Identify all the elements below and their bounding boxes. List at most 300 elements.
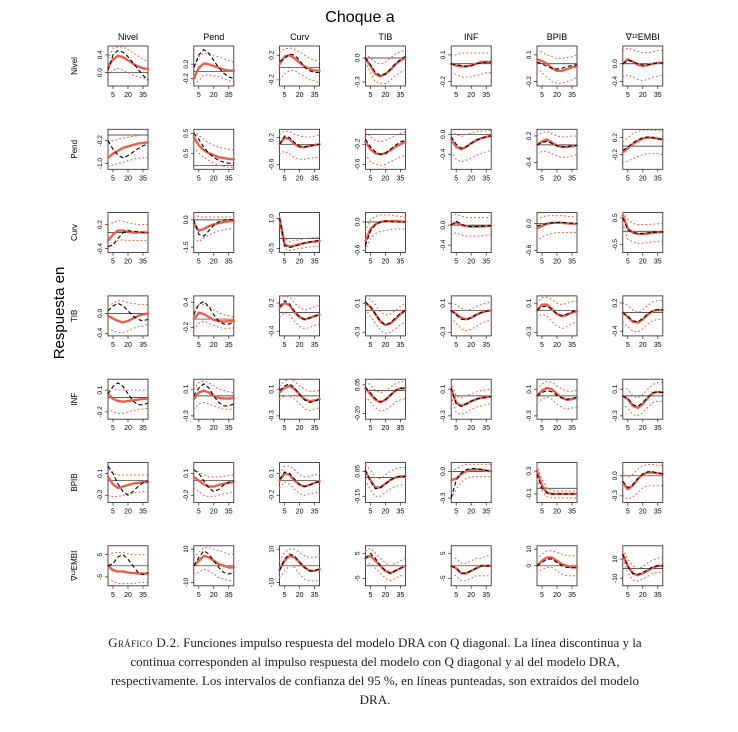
x-tick-label: 5 (196, 508, 201, 516)
x-tick-label: 5 (282, 425, 287, 433)
x-tick-label: 20 (124, 425, 132, 433)
irf-dra-line (623, 554, 663, 575)
y-tick-label: -0.3 (182, 410, 190, 422)
y-tick-label: -0.6 (268, 158, 276, 170)
panel-frame (365, 213, 405, 253)
x-tick-label: 5 (111, 175, 115, 183)
x-tick-label: 20 (124, 591, 132, 599)
x-tick-label: 20 (295, 258, 304, 266)
x-tick-label: 35 (139, 425, 147, 433)
x-tick-label: 35 (482, 425, 491, 433)
x-tick-label: 5 (196, 175, 201, 183)
irf-panel (440, 129, 491, 182)
x-tick-label: 5 (282, 591, 287, 599)
irf-panel (269, 46, 320, 99)
y-tick-label: 0.5 (182, 128, 190, 138)
y-tick-label: 0.1 (268, 468, 276, 478)
x-tick-label: 20 (124, 92, 132, 99)
x-tick-label: 35 (396, 341, 405, 349)
y-tick-label: 0.1 (526, 50, 533, 60)
y-tick-label: 0.1 (440, 298, 448, 308)
band-lower (623, 75, 663, 81)
band-lower (537, 152, 577, 158)
band-upper (537, 551, 577, 559)
y-tick-label: 0.1 (440, 50, 448, 60)
x-tick-label: 35 (139, 92, 147, 99)
band-upper (108, 553, 148, 555)
irf-panel (183, 296, 234, 349)
x-tick-label: 20 (553, 591, 561, 599)
x-tick-label: 20 (295, 92, 304, 99)
band-lower (280, 71, 320, 83)
band-lower (451, 233, 491, 237)
panel-frame (451, 213, 491, 253)
x-tick-label: 20 (124, 341, 132, 349)
response-label: Nivel (70, 57, 79, 75)
irf-panel (440, 213, 491, 266)
irf-panel (526, 545, 577, 599)
band-lower (623, 154, 663, 163)
response-label: INF (70, 392, 79, 406)
x-tick-label: 35 (310, 425, 319, 433)
band-upper (623, 213, 663, 225)
y-tick-label: -0.3 (440, 492, 448, 504)
y-tick-label: 10 (182, 545, 190, 553)
x-tick-label: 20 (209, 591, 218, 599)
x-tick-label: 20 (209, 175, 218, 183)
x-tick-label: 35 (568, 341, 576, 349)
irf-dra-line (623, 138, 663, 153)
x-tick-label: 5 (540, 258, 544, 266)
x-tick-label: 35 (653, 591, 662, 599)
y-tick-label: -0.3 (526, 410, 533, 422)
y-tick-label: 0.1 (526, 384, 533, 394)
x-tick-label: 35 (396, 508, 405, 516)
x-tick-label: 35 (653, 175, 662, 183)
x-tick-label: 35 (653, 92, 662, 99)
irf-panel (612, 296, 663, 349)
y-tick-label: 0.4 (97, 50, 104, 60)
y-tick-label: 0.0 (611, 59, 619, 69)
band-lower (451, 73, 491, 77)
irf-diag-line (280, 554, 320, 571)
x-tick-label: 5 (196, 92, 201, 99)
irf-dra-line (108, 477, 148, 488)
x-tick-label: 20 (124, 175, 132, 183)
caption-text: Funciones impulso respuesta del modelo DRA con Q diagonal. La línea discontinua y la continua corresponden al impulso respuesta del modelo con Q diagonal y al del modelo DRA, respectivamente. Los intervalos de confianza del 95 %, en líneas punteadas, son extraídos del modelo DRA. (110, 635, 642, 707)
figure-title: Choque a (325, 9, 395, 26)
irf-panel (354, 463, 405, 516)
x-tick-label: 35 (310, 341, 319, 349)
x-tick-label: 5 (454, 258, 459, 266)
x-tick-label: 35 (139, 508, 147, 516)
y-tick-label: 10 (526, 545, 533, 553)
band-lower (451, 150, 491, 162)
y-tick-label: -0.4 (97, 242, 104, 255)
y-tick-label: -0.3 (440, 326, 448, 338)
shock-label: Nivel (117, 32, 139, 42)
caption-label: Gráfico D.2. (108, 635, 180, 650)
band-lower (108, 240, 148, 249)
y-tick-label: 0.3 (526, 466, 533, 476)
y-tick-label: -10 (268, 577, 276, 588)
y-tick-label: 0.1 (97, 385, 104, 395)
x-tick-label: 35 (568, 175, 576, 183)
irf-panel (526, 296, 577, 349)
x-tick-label: 35 (224, 591, 233, 599)
irf-panel (97, 46, 148, 99)
x-tick-label: 5 (111, 258, 115, 266)
x-tick-label: 5 (454, 508, 459, 516)
y-tick-label: -0.2 (440, 75, 448, 88)
x-tick-label: 20 (209, 258, 218, 266)
y-tick-label: -0.2 (182, 73, 190, 85)
irf-dra-line (537, 388, 577, 400)
x-tick-label: 35 (482, 175, 491, 183)
y-tick-label: 0.1 (526, 298, 533, 308)
band-lower (451, 318, 491, 331)
x-tick-label: 35 (653, 341, 662, 349)
x-tick-label: 35 (139, 341, 147, 349)
y-tick-label: 0.0 (354, 217, 362, 227)
irf-diag-line (365, 221, 405, 245)
irf-panel (440, 463, 491, 516)
x-tick-label: 20 (381, 92, 390, 99)
x-tick-label: 35 (396, 92, 405, 99)
response-label: Pend (70, 139, 79, 159)
x-tick-label: 35 (568, 591, 576, 599)
panel-frame (623, 463, 663, 503)
y-tick-label: 0.2 (268, 50, 276, 60)
band-lower (365, 229, 405, 250)
y-tick-label: -0.4 (611, 325, 619, 337)
irf-panel (354, 46, 405, 99)
y-tick-label: -1.5 (182, 241, 190, 253)
x-tick-label: 35 (653, 508, 662, 516)
y-tick-label: 0.2 (268, 133, 276, 143)
x-tick-label: 35 (310, 591, 319, 599)
x-tick-label: 5 (454, 92, 459, 99)
y-tick-label: 0.2 (611, 298, 619, 308)
irf-panel (269, 545, 320, 599)
band-lower (451, 573, 491, 581)
panel-frame (280, 46, 320, 86)
x-tick-label: 20 (295, 341, 304, 349)
y-tick-label: -0.2 (97, 135, 104, 147)
band-upper (451, 130, 491, 137)
x-tick-label: 5 (282, 258, 287, 266)
y-tick-label: -0.5 (611, 238, 619, 251)
band-upper (537, 132, 577, 137)
x-tick-label: 5 (454, 341, 459, 349)
x-tick-label: 35 (568, 92, 576, 99)
irf-panel (354, 129, 405, 182)
x-tick-label: 5 (282, 92, 287, 99)
band-upper (365, 297, 405, 314)
band-upper (280, 466, 320, 477)
irf-dra-line (194, 477, 234, 487)
y-tick-label: -0.3 (440, 410, 448, 422)
irf-diag-line (194, 551, 234, 574)
y-tick-label: -0.2 (268, 74, 276, 86)
irf-panel (440, 46, 491, 99)
shock-label: INF (463, 32, 479, 42)
band-lower (194, 569, 234, 581)
irf-diag-line (365, 302, 405, 325)
x-tick-label: 20 (381, 258, 390, 266)
y-tick-label: 0.0 (526, 219, 533, 229)
irf-panel (97, 546, 148, 599)
irf-panel (183, 379, 234, 432)
x-tick-label: 35 (310, 92, 319, 99)
irf-panel (269, 463, 320, 516)
y-tick-label: 5 (440, 551, 448, 556)
band-lower (194, 75, 234, 84)
y-tick-label: 0 (526, 563, 533, 568)
x-tick-label: 20 (209, 341, 218, 349)
x-tick-label: 5 (540, 508, 544, 516)
x-tick-label: 5 (111, 92, 115, 99)
x-tick-label: 20 (381, 425, 390, 433)
band-lower (108, 324, 148, 332)
y-tick-label: -0.15 (354, 488, 362, 504)
y-tick-label: 0.05 (354, 378, 362, 392)
x-tick-label: 20 (209, 425, 218, 433)
irf-panel (612, 546, 663, 599)
panel-frame (451, 129, 491, 169)
band-lower (108, 408, 148, 413)
x-tick-label: 20 (124, 508, 132, 516)
y-tick-label: -0.6 (354, 244, 362, 256)
x-tick-label: 35 (396, 175, 405, 183)
shock-label: BPIB (546, 32, 568, 42)
x-tick-label: 35 (482, 591, 491, 599)
x-tick-label: 35 (139, 175, 147, 183)
x-tick-label: 35 (482, 508, 491, 516)
irf-panel (354, 213, 405, 266)
band-lower (537, 233, 577, 242)
x-tick-label: 35 (139, 591, 147, 599)
y-tick-label: 0.4 (182, 297, 190, 307)
irf-diag-line (451, 469, 491, 498)
band-upper (108, 387, 148, 391)
x-tick-label: 5 (196, 591, 201, 599)
y-tick-label: -0.20 (354, 406, 362, 421)
band-lower (194, 488, 234, 497)
irf-diag-line (537, 391, 577, 400)
y-tick-label: 0.2 (526, 131, 533, 141)
x-tick-label: 5 (625, 508, 630, 516)
y-tick-label: -0.4 (97, 327, 104, 340)
irf-panel (269, 296, 320, 349)
x-tick-label: 20 (553, 425, 561, 433)
band-lower (623, 559, 663, 581)
irf-diag-line (623, 554, 663, 574)
irf-diag-line (108, 50, 148, 80)
band-upper (365, 382, 405, 393)
y-tick-label: -5 (440, 575, 448, 582)
irf-panel (612, 213, 663, 266)
x-tick-label: 20 (295, 175, 304, 183)
x-tick-label: 20 (553, 341, 561, 349)
x-tick-label: 5 (111, 341, 115, 349)
irf-dra-line (108, 56, 148, 69)
band-lower (194, 147, 234, 167)
y-tick-label: -0.2 (97, 489, 104, 501)
x-tick-label: 35 (568, 258, 576, 266)
irf-panel (526, 213, 577, 266)
irf-panel (183, 46, 234, 99)
response-label: Curv (70, 224, 79, 242)
irf-panel (97, 379, 148, 432)
y-tick-label: -0.2 (611, 148, 619, 161)
response-label: ∇¹²EMBI (70, 550, 79, 581)
band-upper (537, 50, 577, 58)
y-tick-label: -0.5 (268, 242, 276, 255)
x-tick-label: 35 (310, 175, 319, 183)
y-tick-label: -5 (97, 574, 104, 580)
band-upper (280, 131, 320, 137)
x-tick-label: 20 (467, 425, 476, 433)
band-upper (194, 548, 234, 558)
y-tick-label: 0.0 (440, 129, 448, 139)
band-upper (108, 470, 148, 475)
irf-panel (183, 128, 234, 182)
y-tick-label: 0.2 (268, 298, 276, 308)
x-tick-label: 5 (368, 425, 373, 433)
x-tick-label: 5 (625, 425, 630, 433)
panel-grid (70, 32, 663, 599)
irf-panel (97, 129, 148, 182)
band-lower (537, 568, 577, 576)
x-tick-label: 20 (467, 175, 476, 183)
x-tick-label: 20 (467, 341, 476, 349)
x-tick-label: 20 (381, 341, 390, 349)
y-tick-label: -0.4 (440, 239, 448, 251)
x-tick-label: 20 (381, 591, 390, 599)
band-lower (108, 579, 148, 584)
irf-dra-line (365, 142, 405, 155)
irf-dra-line (280, 386, 320, 401)
shock-label: Curv (290, 32, 310, 42)
y-tick-label: 0.1 (440, 384, 448, 394)
x-tick-label: 5 (540, 591, 544, 599)
panel-frame (623, 129, 663, 169)
panel-frame (108, 46, 148, 86)
x-tick-label: 35 (653, 425, 662, 433)
x-tick-label: 35 (568, 508, 576, 516)
irf-panel (612, 379, 663, 432)
y-tick-label: -0.4 (526, 156, 533, 169)
band-lower (451, 477, 491, 498)
y-tick-label: 0.1 (268, 384, 276, 394)
band-upper (365, 132, 405, 142)
y-tick-label: 5 (97, 552, 104, 557)
x-tick-label: 20 (553, 175, 561, 183)
irf-dra-line (194, 64, 234, 79)
x-tick-label: 35 (568, 425, 576, 433)
irf-panel (612, 463, 663, 516)
x-tick-label: 20 (381, 508, 390, 516)
irf-panel (526, 46, 577, 99)
band-lower (280, 151, 320, 159)
irf-dra-line (108, 566, 148, 574)
y-tick-label: 0.2 (182, 59, 190, 69)
x-tick-label: 20 (295, 591, 304, 599)
irf-panel (183, 545, 234, 599)
band-upper (194, 470, 234, 477)
x-tick-label: 5 (368, 175, 373, 183)
x-tick-label: 35 (224, 92, 233, 99)
x-tick-label: 35 (310, 258, 319, 266)
irf-panel (354, 296, 405, 349)
y-tick-label: -10 (611, 573, 619, 583)
x-tick-label: 35 (224, 175, 233, 183)
y-tick-label: -0.2 (182, 321, 190, 334)
x-tick-label: 20 (467, 258, 476, 266)
shock-label: TIB (378, 32, 393, 42)
irf-panel (97, 463, 148, 516)
response-label: BPIB (70, 473, 79, 492)
y-tick-label: 0.0 (440, 466, 448, 476)
x-tick-label: 35 (653, 258, 662, 266)
irf-panel (612, 129, 663, 182)
y-tick-label: -10 (182, 577, 190, 588)
irf-panel (440, 379, 491, 432)
irf-dra-line (365, 221, 405, 241)
irf-panel (526, 129, 577, 182)
x-tick-label: 5 (282, 175, 287, 183)
x-tick-label: 20 (638, 258, 647, 266)
band-lower (108, 157, 148, 166)
x-tick-label: 5 (540, 92, 544, 99)
x-tick-label: 35 (396, 258, 405, 266)
x-tick-label: 20 (467, 92, 476, 99)
y-tick-label: -0.6 (526, 244, 533, 257)
irf-panel (612, 46, 663, 99)
irf-panel (440, 546, 491, 599)
x-tick-label: 5 (454, 591, 459, 599)
y-tick-label: 0.1 (354, 298, 362, 308)
band-upper (194, 216, 234, 217)
band-upper (451, 214, 491, 218)
panel-frame (280, 129, 320, 169)
irf-panel (526, 379, 577, 432)
y-tick-label: 1.0 (268, 214, 276, 224)
y-tick-label: 0.5 (182, 148, 190, 158)
band-upper (451, 302, 491, 311)
x-tick-label: 20 (295, 508, 304, 516)
y-tick-label: 0.1 (97, 468, 104, 478)
x-tick-label: 35 (482, 341, 491, 349)
x-tick-label: 5 (282, 341, 287, 349)
x-tick-label: 35 (396, 591, 405, 599)
panel-frame (623, 296, 663, 336)
y-tick-label: -5 (354, 575, 362, 582)
shock-label: Pend (203, 32, 225, 42)
x-tick-label: 20 (638, 508, 647, 516)
x-tick-label: 5 (540, 341, 544, 349)
irf-panel (526, 463, 577, 516)
x-tick-label: 5 (625, 92, 630, 99)
y-tick-label: -0.2 (97, 406, 104, 418)
y-tick-label: -0.2 (526, 75, 533, 88)
x-tick-label: 20 (638, 591, 647, 599)
panel-frame (451, 379, 491, 419)
irf-panel (269, 213, 320, 266)
x-tick-label: 20 (381, 175, 390, 183)
x-tick-label: 5 (540, 425, 544, 433)
